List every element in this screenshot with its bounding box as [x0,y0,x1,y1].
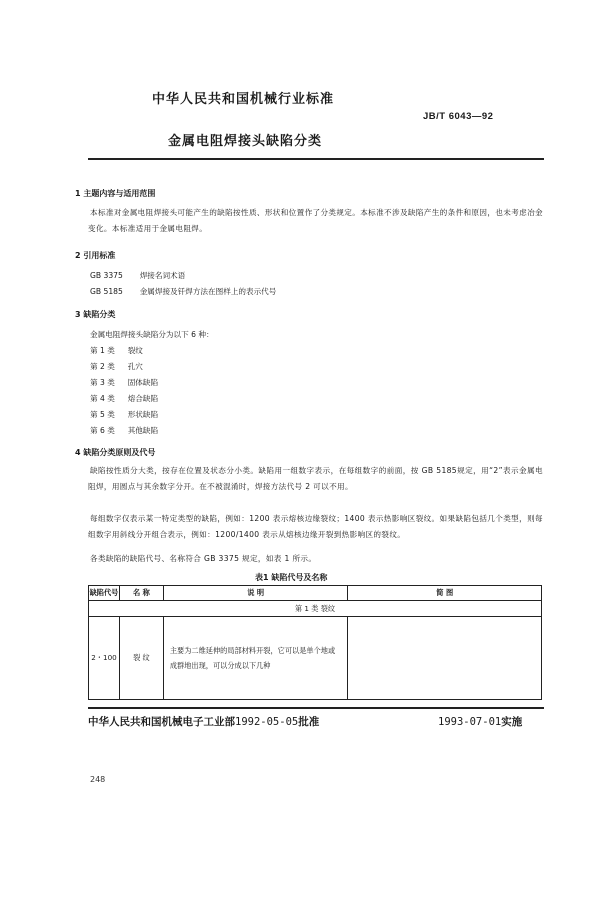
table-row [89,617,542,700]
reference-name: 金属焊接及钎焊方法在图样上的表示代号 [139,287,277,296]
page-number: 248 [90,775,106,784]
table-header-cell: 说 明 [163,586,348,601]
reference-item [90,284,276,300]
section-4-paragraph-3: 各类缺陷的缺陷代号、名称符合 GB 3375 规定，如表 1 所示。 [90,554,317,563]
defect-class-name: 其他缺陷 [127,426,159,435]
defect-class-item [90,423,158,439]
section-3-intro: 金属电阻焊接头缺陷分为以下 6 种： [90,330,214,339]
defect-class-label: 第 2 类 [90,362,115,371]
defect-class-item [90,407,158,423]
section-3-heading: 3 缺陷分类 [75,310,116,319]
table-header-row [89,586,542,601]
issuer: 中华人民共和国机械电子工业部 [88,716,235,728]
defect-class-item [90,391,158,407]
reference-name: 焊接名词术语 [139,271,186,280]
defect-class-name: 熔合缺陷 [127,394,159,403]
table-header-cell: 缺陷代号 [89,586,120,601]
defect-class-name: 固体缺陷 [127,378,159,387]
document-title: 金属电阻焊接头缺陷分类 [168,134,323,149]
defect-class-name: 孔穴 [127,362,143,371]
defect-class-label: 第 1 类 [90,346,115,355]
defect-name: 裂 纹 [119,617,163,700]
issue-line [88,714,319,729]
defect-class-label: 第 3 类 [90,378,115,387]
footer-rule [88,707,544,709]
defect-class-name: 形状缺陷 [127,410,159,419]
defect-class-item [90,359,143,375]
table-class-row [89,601,542,617]
effective-date: 1993-07-01 [438,716,502,728]
section-4-paragraph-1: 缺陷按性质分大类，按存在位置及状态分小类。缺陷用一组数字表示，在每组数字的前面，按 GB 5185规定，用“2”表示金属电阻焊，用圆点与其余数字分开。在不被混淆时，焊接方法代号 2 可以不用。 [88,466,543,491]
section-1-heading: 1 主题内容与适用范围 [75,189,156,198]
defect-diagram [348,617,542,700]
effective-suffix: 实施 [501,716,523,728]
defect-table [88,585,542,700]
defect-class-label: 第 5 类 [90,410,115,419]
defect-class-name: 裂纹 [127,346,143,355]
issue-suffix: 批准 [298,716,320,728]
table-header-cell: 名 称 [119,586,163,601]
section-4-paragraph-2: 每组数字仅表示某一特定类型的缺陷，例如：1200 表示熔核边缘裂纹；1400 表示热影响区裂纹。如果缺陷包括几个类型，则每组数字用斜线分开组合表示，例如：1200/1400 表示从熔核边缘开裂到热影响区的裂纹。 [88,514,543,539]
defect-class-label: 第 4 类 [90,394,115,403]
reference-item [90,268,185,284]
defect-code: 2・100 [89,617,120,700]
table-caption: 表1 缺陷代号及名称 [255,573,328,582]
issue-date: 1992-05-05 [235,716,299,728]
table-header-cell: 简 图 [348,586,542,601]
reference-code: GB 5185 [90,287,123,296]
defect-class-label: 第 6 类 [90,426,115,435]
standard-code: JB/T 6043—92 [423,111,494,122]
section-4-heading: 4 缺陷分类原则及代号 [75,448,156,457]
class-row-label: 第 1 类 裂纹 [89,601,542,617]
defect-class-item [90,343,143,359]
standard-organization: 中华人民共和国机械行业标准 [152,92,335,107]
effective-line [438,714,522,729]
defect-class-item [90,375,158,391]
reference-code: GB 3375 [90,271,123,280]
section-2-heading: 2 引用标准 [75,251,116,260]
defect-description: 主要为二维延伸的局部材料开裂，它可以是单个地或成群地出现，可以分成以下几种 [163,617,348,700]
section-1-text: 本标准对金属电阻焊接头可能产生的缺陷按性质、形状和位置作了分类规定。本标准不涉及缺陷产生的条件和原因，也未考虑冶金变化。本标准适用于金属电阻焊。 [88,208,543,233]
header-rule [88,158,544,160]
